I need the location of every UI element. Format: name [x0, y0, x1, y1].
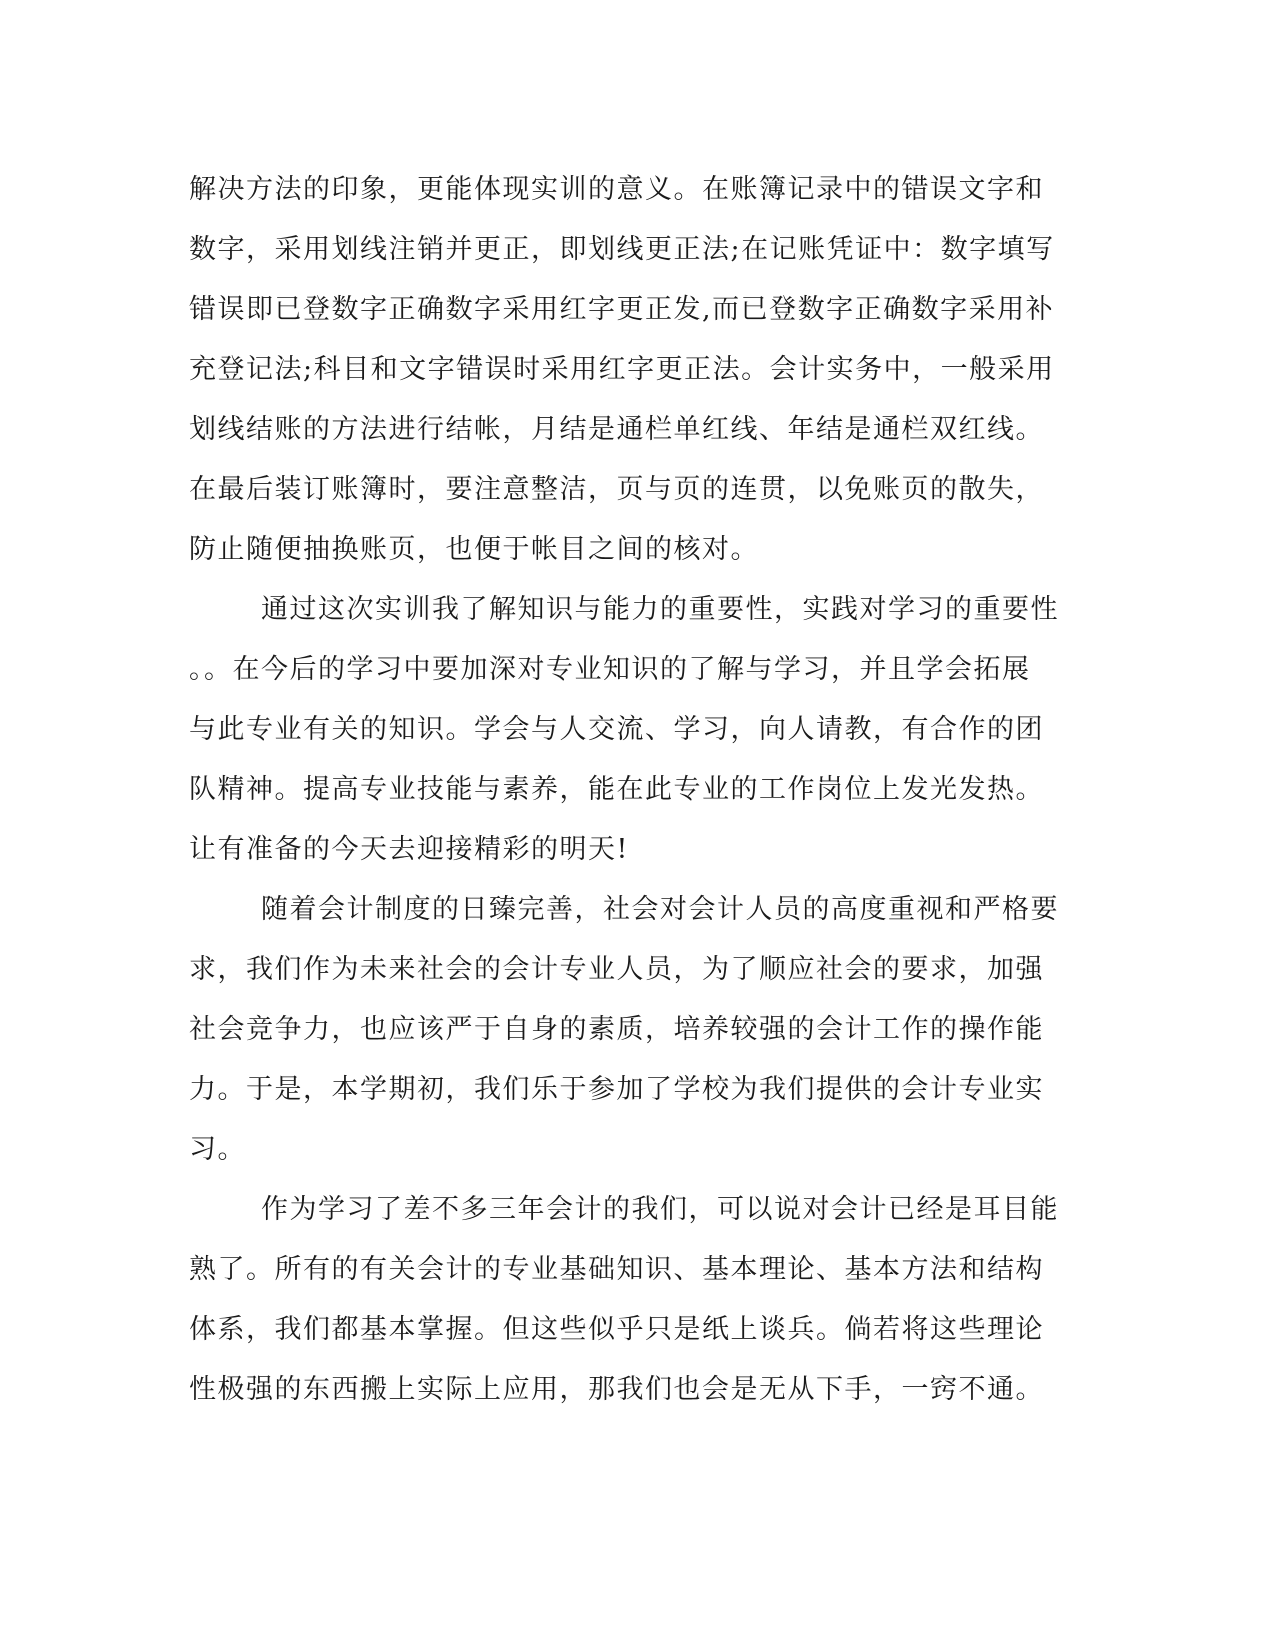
- text-line: 体系，我们都基本掌握。但这些似乎只是纸上谈兵。倘若将这些理论: [189, 1314, 1044, 1345]
- text-line: 充登记法;科目和文字错误时采用红字更正法。会计实务中，一般采用: [189, 354, 1055, 385]
- body-text: [189, 160, 1089, 1420]
- paragraph-start-line: 随着会计制度的日臻完善，社会对会计人员的高度重视和严格要: [261, 894, 1059, 925]
- text-line: 与此专业有关的知识。学会与人交流、学习，向人请教，有合作的团: [189, 714, 1044, 745]
- text-line: 熟了。所有的有关会计的专业基础知识、基本理论、基本方法和结构: [189, 1254, 1044, 1285]
- text-line: 在最后装订账簿时，要注意整洁，页与页的连贯，以免账页的散失，: [189, 474, 1044, 505]
- text-line: 队精神。提高专业技能与素养，能在此专业的工作岗位上发光发热。: [189, 774, 1044, 805]
- text-line: 防止随便抽换账页，也便于帐目之间的核对。: [189, 534, 759, 565]
- text-line: 求，我们作为未来社会的会计专业人员，为了顺应社会的要求，加强: [189, 954, 1044, 985]
- text-line: 解决方法的印象，更能体现实训的意义。在账簿记录中的错误文字和: [189, 174, 1044, 205]
- text-line: 力。于是，本学期初，我们乐于参加了学校为我们提供的会计专业实: [189, 1074, 1044, 1105]
- text-line: 数字，采用划线注销并更正，即划线更正法;在记账凭证中：数字填写: [189, 234, 1055, 265]
- text-line: 错误即已登数字正确数字采用红字更正发,而已登数字正确数字采用补: [189, 294, 1055, 325]
- text-line: 让有准备的今天去迎接精彩的明天!: [189, 834, 629, 865]
- text-line: 社会竞争力，也应该严于自身的素质，培养较强的会计工作的操作能: [189, 1014, 1044, 1045]
- paragraph-start-line: 通过这次实训我了解知识与能力的重要性，实践对学习的重要性: [261, 594, 1059, 625]
- text-line: 习。: [189, 1134, 246, 1165]
- paragraph-start-line: 作为学习了差不多三年会计的我们，可以说对会计已经是耳目能: [261, 1194, 1059, 1225]
- text-line: 。。在今后的学习中要加深对专业知识的了解与学习，并且学会拓展: [189, 654, 1031, 685]
- text-line: 划线结账的方法进行结帐，月结是通栏单红线、年结是通栏双红线。: [189, 414, 1044, 445]
- text-line: 性极强的东西搬上实际上应用，那我们也会是无从下手，一窍不通。: [189, 1374, 1044, 1405]
